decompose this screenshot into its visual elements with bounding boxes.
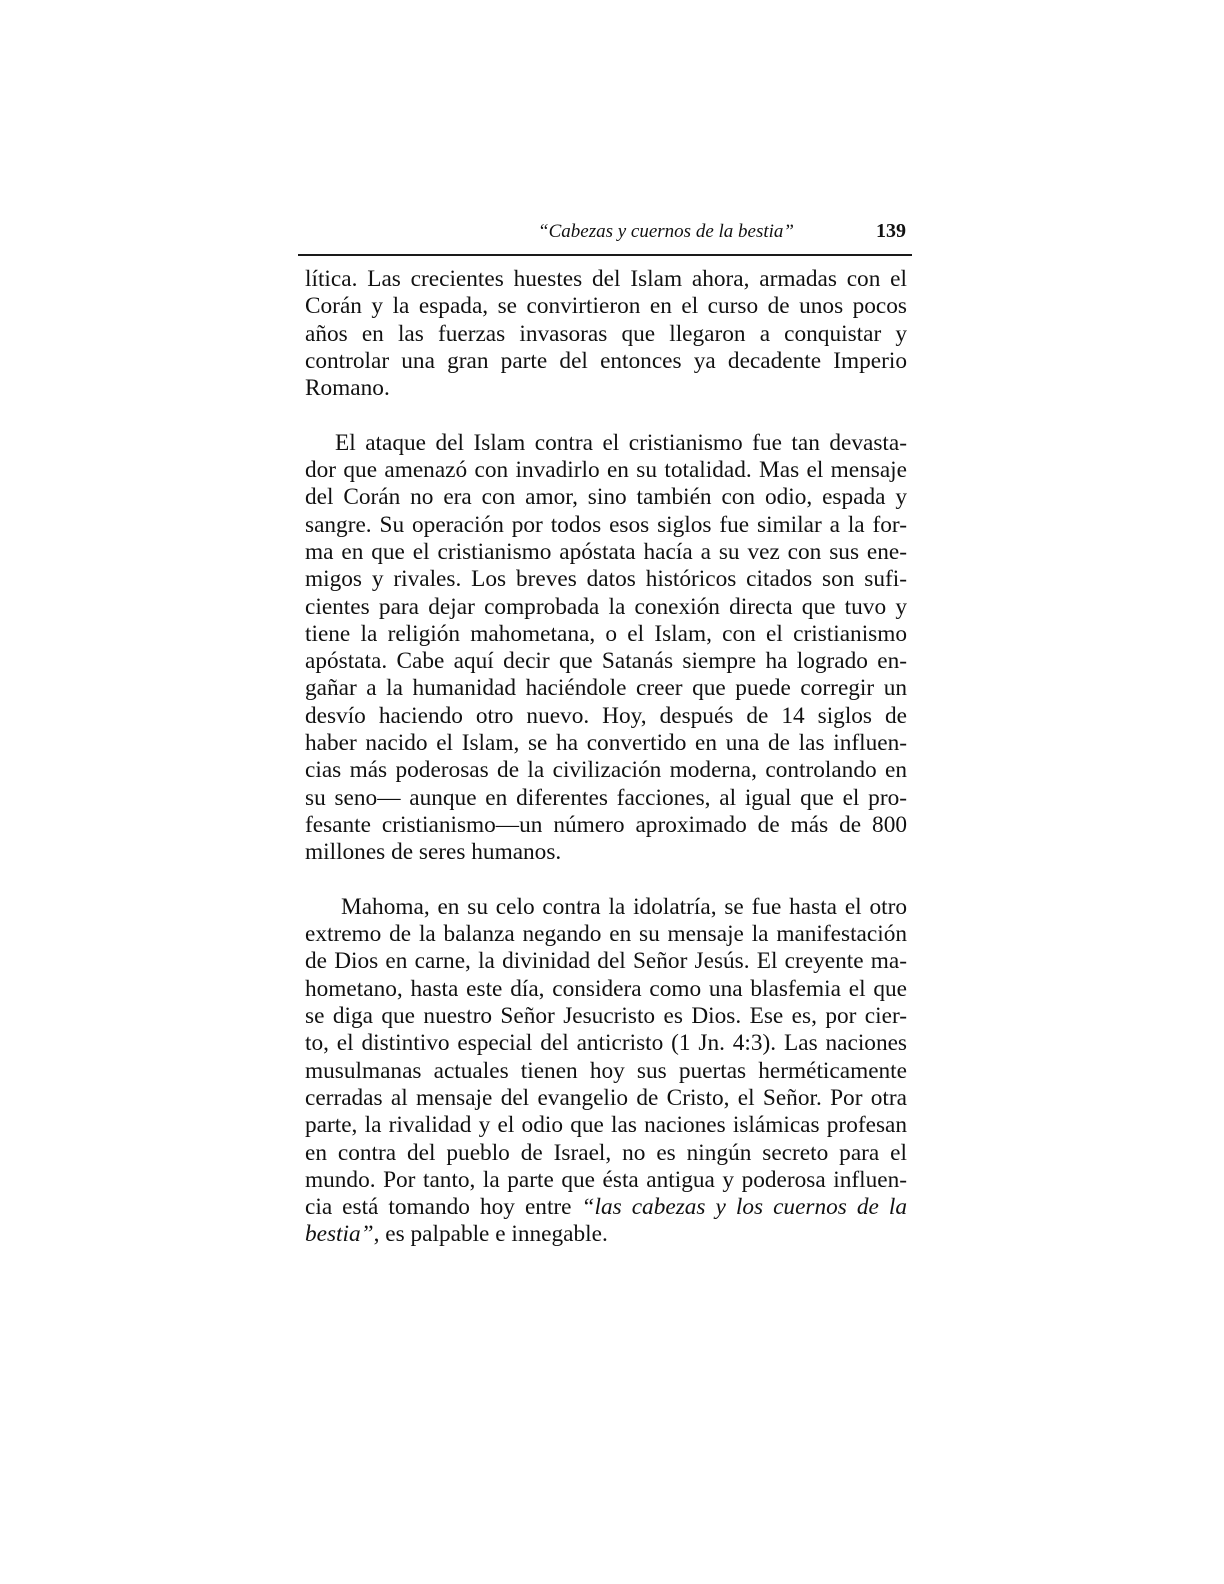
running-title: “Cabezas y cuernos de la bestia” (538, 221, 794, 242)
text-line: parte, la rivalidad y el odio que las naciones islámicas profesan (305, 1112, 907, 1139)
text-line: controlar una gran parte del entonces ya decadente Imperio (305, 347, 907, 374)
text-line: del Corán no era con amor, sino también con odio, espada y (305, 484, 907, 511)
text-line: musulmanas actuales tienen hoy sus puertas herméticamente (305, 1057, 907, 1084)
text-line: Corán y la espada, se convirtieron en el curso de unos pocos (305, 293, 907, 320)
paragraph-3 (305, 894, 907, 1249)
page-header (298, 218, 912, 256)
text-line: en contra del pueblo de Israel, no es ningún secreto para el (305, 1139, 907, 1166)
text-line: El ataque del Islam contra el cristianismo fue tan devasta- (335, 429, 907, 456)
text-line: dor que amenazó con invadirlo en su totalidad. Mas el mensaje (305, 457, 907, 484)
text-line: haber nacido el Islam, se ha convertido en una de las influen- (305, 730, 907, 757)
text-line-mixed (305, 1221, 907, 1248)
text-line: su seno— aunque en diferentes facciones, al igual que el pro- (305, 784, 907, 811)
page-number: 139 (876, 220, 906, 242)
text-line: sangre. Su operación por todos esos siglos fue similar a la for- (305, 511, 907, 538)
text-line: extremo de la balanza negando en su mensaje la manifestación (305, 921, 907, 948)
text-line: cias más poderosas de la civilización moderna, controlando en (305, 757, 907, 784)
line-text-start: cia está tomando hoy entre (305, 1194, 582, 1221)
text-line: Mahoma, en su celo contra la idolatría, se fue hasta el otro (341, 893, 907, 920)
text-line: hometano, hasta este día, considera como una blasfemia el que (305, 975, 907, 1002)
text-line: fesante cristianismo—un número aproximado de más de 800 (305, 811, 907, 838)
quoted-title-italic: “las cabezas y los cuernos de la (581, 1194, 908, 1221)
quoted-title-italic-end: bestia” (305, 1221, 374, 1248)
text-line: mundo. Por tanto, la parte que ésta antigua y poderosa influen- (305, 1166, 907, 1193)
body-text (305, 266, 907, 1249)
text-line: migos y rivales. Los breves datos históricos citados son sufi- (305, 566, 907, 593)
paragraph-2 (305, 430, 907, 867)
line-text-end: , es palpable e innegable. (373, 1221, 608, 1248)
text-line: se diga que nuestro Señor Jesucristo es Dios. Ese es, por cier- (305, 1003, 907, 1030)
text-line: tiene la religión mahometana, o el Islam, con el cristianismo (305, 620, 907, 647)
text-line: desvío haciendo otro nuevo. Hoy, después de 14 siglos de (305, 702, 907, 729)
text-line: de Dios en carne, la divinidad del Señor Jesús. El creyente ma- (305, 948, 907, 975)
text-line-mixed (305, 1194, 907, 1221)
text-line: cientes para dejar comprobada la conexión directa que tuvo y (305, 593, 907, 620)
text-line: gañar a la humanidad haciéndole creer que puede corregir un (305, 675, 907, 702)
text-line: millones de seres humanos. (305, 839, 562, 866)
text-line: to, el distintivo especial del anticristo (1 Jn. 4:3). Las naciones (305, 1030, 907, 1057)
text-line: apóstata. Cabe aquí decir que Satanás siempre ha logrado en- (305, 648, 907, 675)
text-line: cerradas al mensaje del evangelio de Cristo, el Señor. Por otra (305, 1084, 907, 1111)
text-line: lítica. Las crecientes huestes del Islam ahora, armadas con el (305, 266, 907, 292)
text-line: Romano. (305, 375, 390, 402)
paragraph-1 (305, 266, 907, 402)
text-line: ma en que el cristianismo apóstata hacía a su vez con sus ene- (305, 538, 907, 565)
text-line: años en las fuerzas invasoras que llegaron a conquistar y (305, 320, 907, 347)
